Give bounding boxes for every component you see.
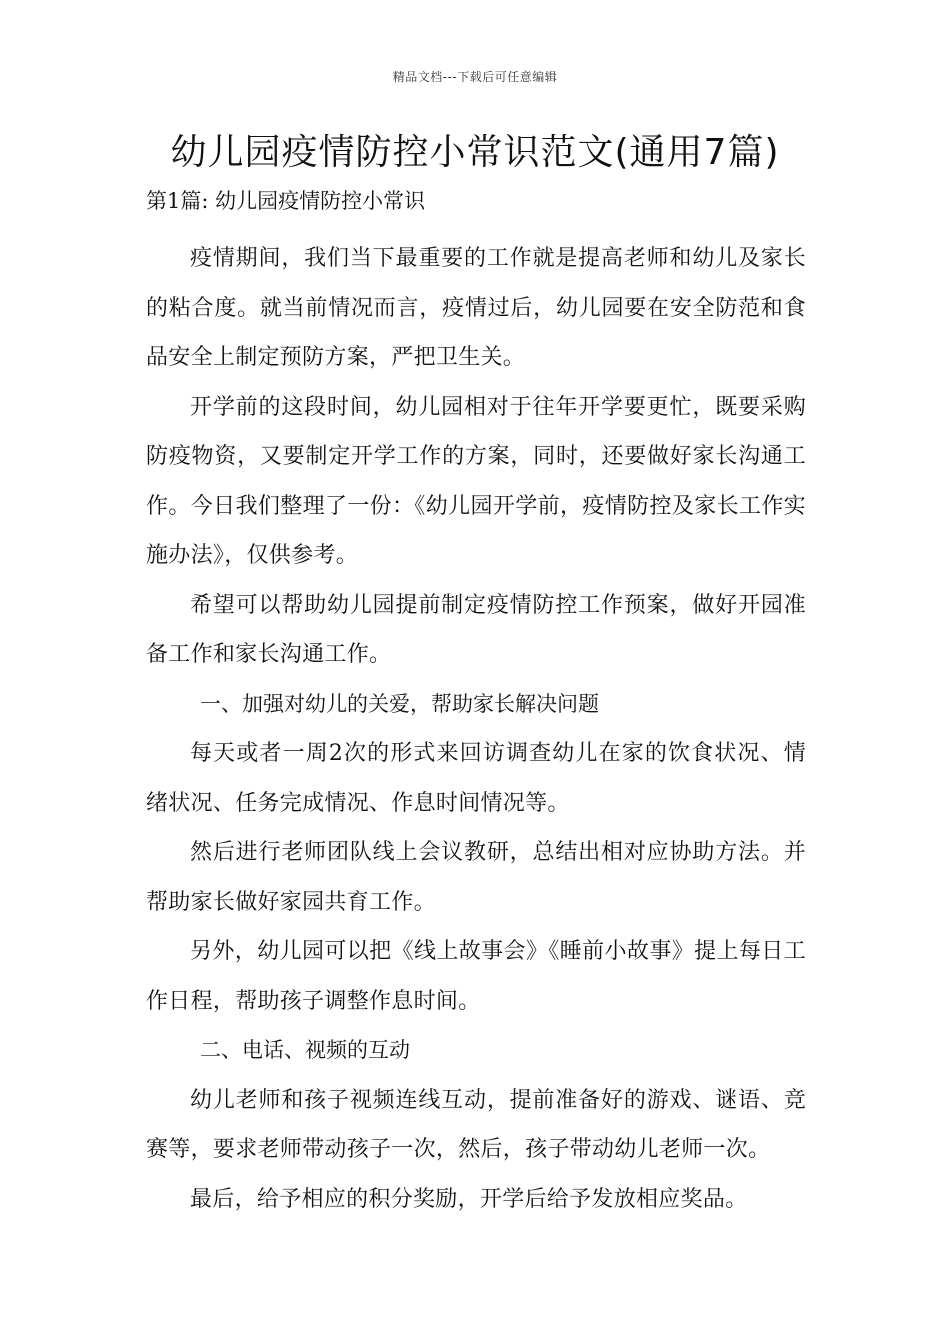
subsection-heading: 二、电话、视频的互动 [200, 1038, 410, 1062]
paragraph: 希望可以帮助幼儿园提前制定疫情防控工作预案，做好开园准备工作和家长沟通工作。 [146, 592, 806, 667]
paragraph: 另外，幼儿园可以把《线上故事会》《睡前小故事》提上每日工作日程，帮助孩子调整作息时间。 [146, 939, 806, 1014]
paragraph: 然后进行老师团队线上会议教研，总结出相对应协助方法。并帮助家长做好家园共育工作。 [146, 840, 806, 915]
paragraph: 疫情期间，我们当下最重要的工作就是提高老师和幼儿及家长的粘合度。就当前情况而言，疫情过后，幼儿园要在安全防范和食品安全上制定预防方案，严把卫生关。 [146, 246, 806, 370]
paragraph: 最后，给予相应的积分奖励，开学后给予发放相应奖品。 [190, 1186, 748, 1212]
paragraph: 开学前的这段时间，幼儿园相对于往年开学要更忙，既要采购防疫物资，又要制定开学工作的方案，同时，还要做好家长沟通工作。今日我们整理了一份：《幼儿园开学前，疫情防控及家长工作实施办法》，仅供参考。 [146, 394, 806, 568]
paragraph: 幼儿老师和孩子视频连线互动，提前准备好的游戏、谜语、竞赛等，要求老师带动孩子一次，然后，孩子带动幼儿老师一次。 [146, 1087, 806, 1162]
document-title: 幼儿园疫情防控小常识范文(通用7篇) [170, 132, 780, 173]
paragraph: 每天或者一周2次的形式来回访调查幼儿在家的饮食状况、情绪状况、任务完成情况、作息时间情况等。 [146, 741, 806, 816]
subsection-heading: 一、加强对幼儿的关爱，帮助家长解决问题 [200, 691, 599, 716]
document-body [146, 184, 806, 1224]
section-heading: 第1篇: 幼儿园疫情防控小常识 [146, 189, 426, 213]
header-note: 精品文档---下载后可任意编辑 [392, 70, 558, 84]
